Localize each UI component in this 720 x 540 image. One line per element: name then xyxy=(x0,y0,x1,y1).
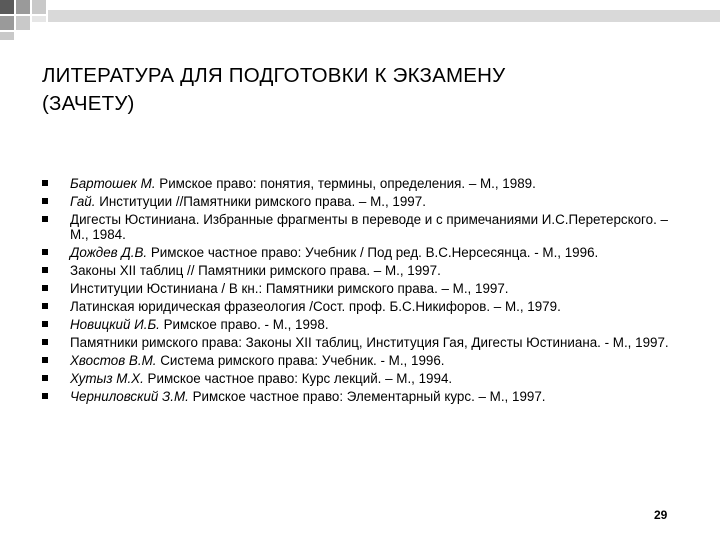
square-bullet-icon xyxy=(42,267,48,273)
square-bullet-icon xyxy=(42,321,48,327)
item-text: Дигесты Юстиниана. Избранные фрагменты в переводе и с примечаниями И.С.Перетерского. – М., 1984. xyxy=(70,212,668,242)
square-bullet-icon xyxy=(42,339,48,345)
item-text: Латинская юридическая фразеология /Сост. проф. Б.С.Никифоров. – М., 1979. xyxy=(70,299,561,314)
square-bullet-icon xyxy=(42,375,48,381)
square-bullet-icon xyxy=(42,249,48,255)
item-author: Хутыз М.Х. xyxy=(70,371,144,386)
list-item xyxy=(42,371,682,386)
decor-square xyxy=(0,0,14,14)
item-text: Римское частное право: Элементарный курс. – М., 1997. xyxy=(188,389,546,404)
list-item xyxy=(42,245,682,260)
item-text: Законы XII таблиц // Памятники римского права. – М., 1997. xyxy=(70,263,441,278)
page-number: 29 xyxy=(654,508,668,522)
decor-bar xyxy=(48,10,720,22)
list-item xyxy=(42,389,682,404)
list-item xyxy=(42,194,682,209)
item-text: Система римского права: Учебник. ‑ М., 1996. xyxy=(156,353,445,368)
decor-square xyxy=(0,16,14,30)
list-item xyxy=(42,176,682,191)
list-item xyxy=(42,317,682,332)
list-item xyxy=(42,263,682,278)
item-author: Хвостов В.М. xyxy=(70,353,157,368)
item-text: Институции //Памятники римского права. – М., 1997. xyxy=(95,194,426,209)
square-bullet-icon xyxy=(42,393,48,399)
item-text: Римское частное право: Курс лекций. – М., 1994. xyxy=(143,371,453,386)
item-text: Римское частное право: Учебник / Под ред. В.С.Нерсесянца. ‑ М., 1996. xyxy=(147,245,599,260)
page-title xyxy=(42,62,682,118)
list-item xyxy=(42,353,682,368)
item-author: Гай. xyxy=(70,194,96,209)
header-decoration xyxy=(0,0,720,40)
item-text: Римское право: понятия, термины, определения. – М., 1989. xyxy=(155,176,536,191)
list-item xyxy=(42,212,682,242)
item-text: Памятники римского права: Законы XII таблиц, Институция Гая, Дигесты Юстиниана. ‑ М., 1997. xyxy=(70,335,669,350)
list-item xyxy=(42,335,682,350)
square-bullet-icon xyxy=(42,198,48,204)
decor-square xyxy=(32,0,46,14)
square-bullet-icon xyxy=(42,285,48,291)
square-bullet-icon xyxy=(42,303,48,309)
item-author: Новицкий И.Б. xyxy=(70,317,160,332)
item-author: Дождев Д.В. xyxy=(70,245,148,260)
item-text: Институции Юстиниана / В кн.: Памятники римского права. – М., 1997. xyxy=(70,281,509,296)
page-title-line2: (ЗАЧЕТУ) xyxy=(42,92,135,115)
square-bullet-icon xyxy=(42,180,48,186)
list-item xyxy=(42,281,682,296)
item-text: Римское право. ‑ М., 1998. xyxy=(159,317,329,332)
decor-square xyxy=(32,16,46,22)
item-author: Бартошек М. xyxy=(70,176,156,191)
decor-square xyxy=(0,32,14,40)
square-bullet-icon xyxy=(42,357,48,363)
decor-square xyxy=(16,0,30,14)
bibliography-list xyxy=(42,176,682,407)
item-author: Черниловский З.М. xyxy=(70,389,189,404)
decor-square xyxy=(16,16,30,30)
list-item xyxy=(42,299,682,314)
square-bullet-icon xyxy=(42,216,48,222)
page-title-line1: ЛИТЕРАТУРА ДЛЯ ПОДГОТОВКИ К ЭКЗАМЕНУ xyxy=(42,64,506,87)
